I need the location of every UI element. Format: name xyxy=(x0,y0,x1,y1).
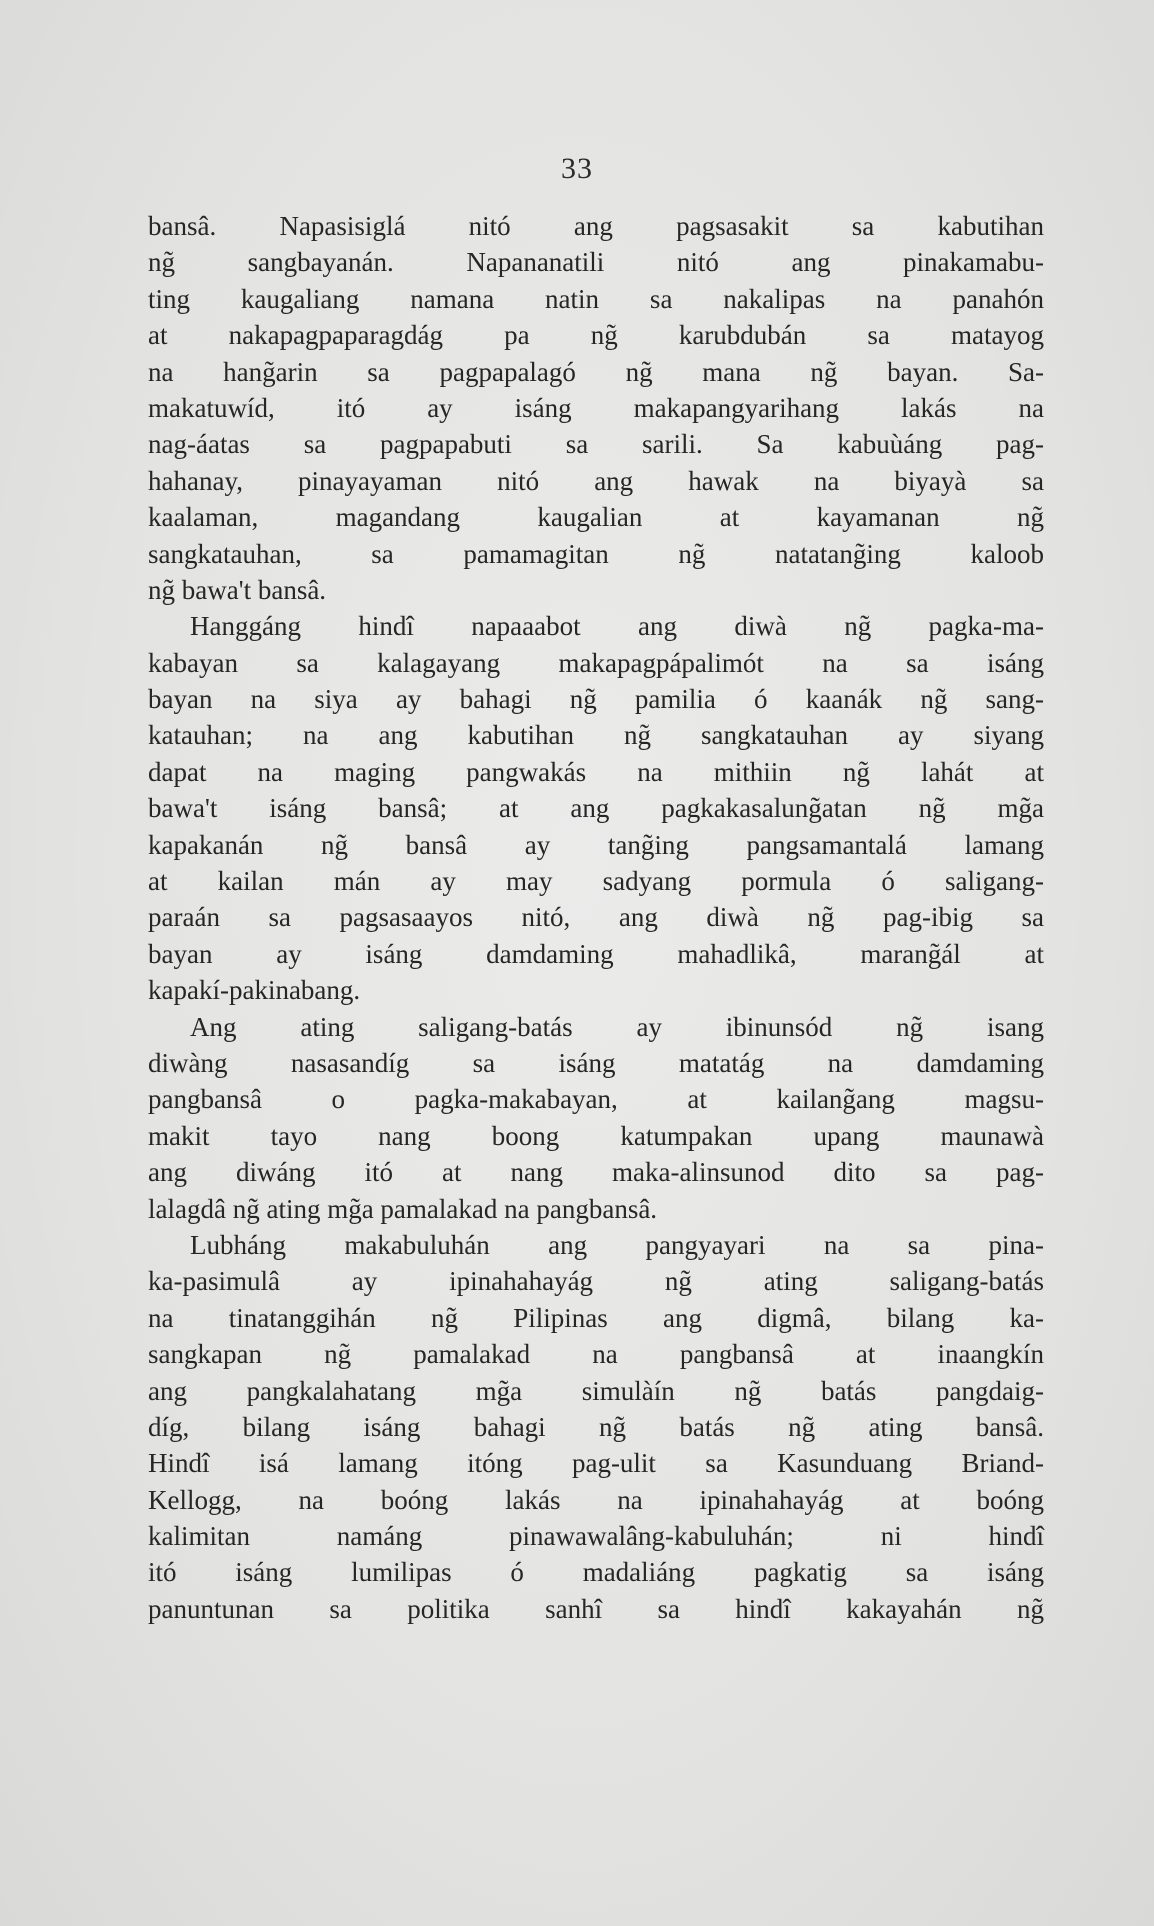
text-line: Hindî isá lamang itóng pag-ulit sa Kasunduang Briand- xyxy=(148,1448,1044,1479)
page-number: 33 xyxy=(561,152,593,185)
paragraph-first-line: Lubháng makabuluhán ang pangyayari na sa pina- xyxy=(190,1229,1044,1260)
text-line: kapakí-pakinabang. xyxy=(148,975,361,1006)
text-line: itó isáng lumilipas ó madaliáng pagkatig sa isáng xyxy=(148,1557,1044,1588)
text-line: pangbansâ o pagka-makabayan, at kailang̃ang magsu- xyxy=(148,1084,1044,1115)
text-line: dapat na maging pangwakás na mithiin ng̃ lahát at xyxy=(148,756,1044,787)
paragraph-first-line: Ang ating saligang-batás ay ibinunsód ng̃ isang xyxy=(190,1011,1044,1042)
text-line: ang diwáng itó at nang maka-alinsunod dito sa pag- xyxy=(148,1157,1044,1188)
text-line: paraán sa pagsasaayos nitó, ang diwà ng̃ pag-ibig sa xyxy=(148,902,1044,933)
text-line: bayan na siya ay bahagi ng̃ pamilia ó kaanák ng̃ sang- xyxy=(148,684,1044,715)
text-line: ng̃ bawa't bansâ. xyxy=(148,574,327,605)
text-line: nag-áatas sa pagpapabuti sa sarili. Sa kabuùáng pag- xyxy=(148,429,1044,460)
text-line: kalimitan namáng pinawawalâng-kabuluhán; ni hindî xyxy=(148,1521,1044,1552)
text-line: diwàng nasasandíg sa isáng matatág na damdaming xyxy=(148,1047,1044,1078)
text-line: ang pangkalahatang mg̃a simulàín ng̃ batás pangdaig- xyxy=(148,1375,1044,1406)
paragraph-first-line: Hanggáng hindî napaaabot ang diwà ng̃ pagka-ma- xyxy=(190,611,1044,642)
text-line: kapakanán ng̃ bansâ ay tang̃ing pangsamantalá lamang xyxy=(148,829,1044,860)
text-line: sangkapan ng̃ pamalakad na pangbansâ at inaangkín xyxy=(148,1339,1044,1370)
text-line: makit tayo nang boong katumpakan upang maunawà xyxy=(148,1120,1044,1151)
text-line: katauhan; na ang kabutihan ng̃ sangkatauhan ay siyang xyxy=(148,720,1044,751)
text-line: díg, bilang isáng bahagi ng̃ batás ng̃ ating bansâ. xyxy=(148,1411,1044,1442)
text-line: lalagdâ ng̃ ating mg̃a pamalakad na pangbansâ. xyxy=(148,1193,658,1224)
text-line: bayan ay isáng damdaming mahadlikâ, marang̃ál at xyxy=(148,938,1044,969)
text-line: bawa't isáng bansâ; at ang pagkakasalung̃atan ng̃ mg̃a xyxy=(148,793,1044,824)
text-line: bansâ. Napasisiglá nitó ang pagsasakit sa kabutihan xyxy=(148,211,1044,241)
body-text xyxy=(148,208,1044,1627)
text-line: na tinatanggihán ng̃ Pilipinas ang digmâ, bilang ka- xyxy=(148,1302,1044,1333)
text-line: na hang̃arin sa pagpapalagó ng̃ mana ng̃ bayan. Sa- xyxy=(148,356,1044,387)
text-line: at nakapagpaparagdág pa ng̃ karubdubán sa matayog xyxy=(148,320,1044,351)
text-line: panuntunan sa politika sanhî sa hindî kakayahán ng̃ xyxy=(148,1593,1044,1624)
text-line: at kailan mán ay may sadyang pormula ó saligang- xyxy=(148,866,1044,897)
text-line: ng̃ sangbayanán. Napananatili nitó ang pinakamabu- xyxy=(148,247,1044,278)
text-line: sangkatauhan, sa pamamagitan ng̃ natatang̃ing kaloob xyxy=(148,538,1044,569)
text-line: Kellogg, na boóng lakás na ipinahahayág at boóng xyxy=(148,1484,1044,1515)
text-line: kabayan sa kalagayang makapagpápalimót na sa isáng xyxy=(148,647,1044,678)
text-line: makatuwíd, itó ay isáng makapangyarihang lakás na xyxy=(148,392,1044,423)
text-line: hahanay, pinayayaman nitó ang hawak na biyayà sa xyxy=(148,465,1044,496)
text-line: ka-pasimulâ ay ipinahahayág ng̃ ating saligang-batás xyxy=(148,1266,1044,1297)
text-line: kaalaman, magandang kaugalian at kayamanan ng̃ xyxy=(148,502,1044,533)
text-line: ting kaugaliang namana natin sa nakalipas na panahón xyxy=(148,283,1044,314)
